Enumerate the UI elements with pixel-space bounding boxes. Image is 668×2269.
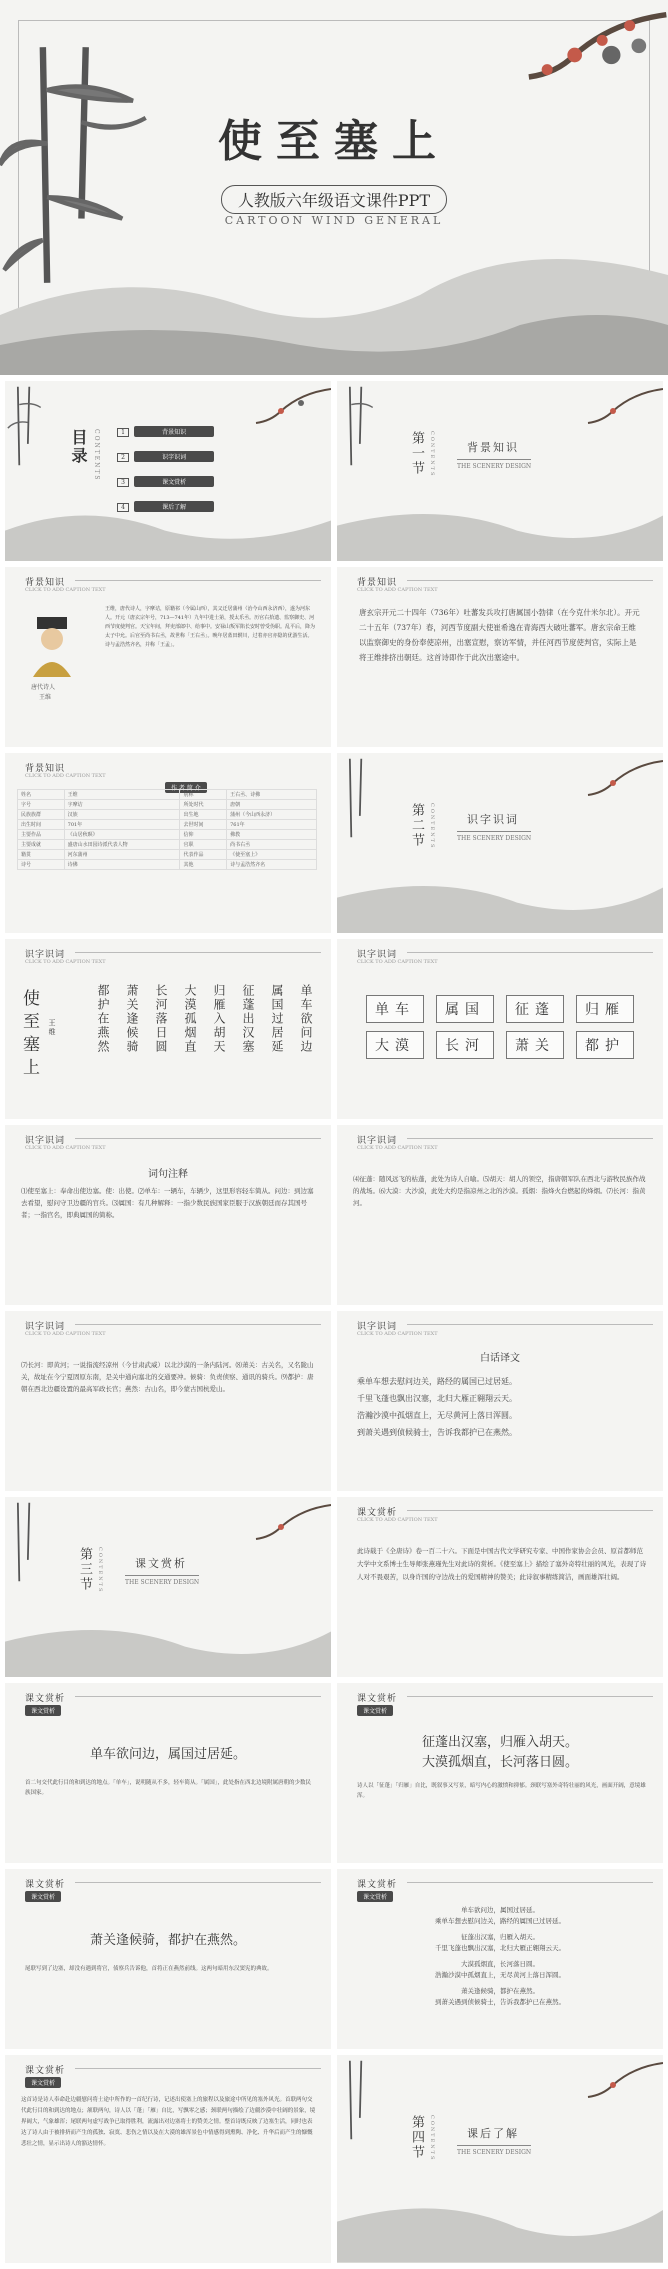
section-contents-label: CONTENTS	[97, 1547, 103, 1594]
portrait-name: 王维	[39, 694, 52, 701]
char-box: 归雁	[576, 995, 634, 1023]
bg1-text: 王维，唐代诗人，字摩诘，原籍祁（今属山西），其父迁居蒲州（治今山西永济西），遂为河东人。开元（唐玄宗年号，713—741年）九年中进士第，授太乐丞。历官右拾遗、监察御史、河西节度使判官。天宝年间，拜吏部郎中、给事中。安禄山叛军陷长安时曾受伪职。乱平后，降为太子中允。后官至尚书右丞，故世称「王右丞」。晚年居蓝田辋川，过着亦官亦隐的优游生活。诗与孟浩然齐名，并称「王孟」。	[105, 606, 316, 648]
cell: 诗号	[18, 860, 65, 870]
toc-label: 课文赏析	[134, 476, 214, 487]
section-tag-sub: CLICK TO ADD CAPTION TEXT	[25, 1145, 106, 1151]
char-grid	[343, 991, 657, 1063]
section-number: 第一节	[409, 431, 424, 476]
appr3-text: 诗人以「征蓬」「归雁」自比，既叙事又写景，暗写内心的激愤和抑郁。颈联写塞外奇特壮丽的风光，画面开阔，意境雄浑。	[357, 1783, 646, 1799]
cell: 其他	[180, 860, 227, 870]
cell: 官职	[180, 840, 227, 850]
notes2-slide	[337, 1125, 663, 1305]
toc-list	[117, 419, 247, 513]
divider	[407, 1324, 653, 1325]
section-tag-sub: CLICK TO ADD CAPTION TEXT	[357, 1145, 438, 1151]
appr4-slide	[5, 1869, 331, 2049]
cover-subtitle	[0, 185, 668, 214]
section-tag: 课文赏析	[25, 1880, 66, 1890]
section-pill: 课文赏析	[25, 1705, 61, 1716]
poem-line: 萧关逢候骑	[125, 984, 139, 1054]
plum-tree-icon	[583, 2055, 663, 2115]
toc-item[interactable]	[117, 419, 247, 438]
table-header-label: 作 者 简 介	[165, 782, 207, 793]
section-tag: 识字识词	[25, 1136, 66, 1146]
section-tag-pill	[25, 1891, 61, 1902]
section-number: 第四节	[409, 2115, 424, 2160]
toc-num: 2	[117, 453, 129, 462]
appr5-line: 到萧关遇到侦候骑士，告诉我都护已在燕然。	[435, 1998, 565, 2006]
translation-line: 千里飞蓬也飘出汉塞，北归大雁正翱翔云天。	[357, 1394, 517, 1403]
section-tag-sub: CLICK TO ADD CAPTION TEXT	[25, 773, 106, 779]
appr1-slide	[337, 1497, 663, 1677]
bamboo-icon	[5, 381, 55, 471]
appr5-slide	[337, 1869, 663, 2049]
cell: 去世时间	[180, 820, 227, 830]
bamboo-icon	[5, 1497, 55, 1587]
cell: 唐朝	[227, 800, 317, 810]
section-tag-pill	[357, 1891, 393, 1902]
cell: 王维	[64, 790, 180, 800]
divider	[407, 1882, 653, 1883]
section-name: 课后了解	[467, 2127, 519, 2140]
plum-tree-icon	[583, 381, 663, 441]
section-contents-label: CONTENTS	[429, 2115, 435, 2162]
divider	[407, 1510, 653, 1511]
section-contents-label: CONTENTS	[429, 803, 435, 850]
cell: 主要作品	[18, 830, 65, 840]
toc-item[interactable]	[117, 469, 247, 488]
notes3-slide	[5, 1311, 331, 1491]
section-contents-label: CONTENTS	[429, 431, 435, 478]
toc-num: 3	[117, 478, 129, 487]
appr5-line: 征蓬出汉塞，归雁入胡天。	[461, 1933, 539, 1941]
translation-line: 到萧关遇到侦候骑士，告诉我都护已在燕然。	[357, 1428, 517, 1437]
bg2-text: 唐玄宗开元二十四年（736年）吐蕃发兵攻打唐属国小勃律（在今克什米尔北）。开元二十五年（737年）春，河西节度副大使崔希逸在青海西大破吐蕃军。唐玄宗命王维以监察御史的身份奉使凉州，出塞宣慰，察访军情，并任河西节度使判官，实际上是将王维排挤出朝廷。这首诗即作于此次出塞途中。	[359, 608, 640, 662]
section-tag-sub: CLICK TO ADD CAPTION TEXT	[357, 1517, 438, 1523]
toc-num: 4	[117, 503, 129, 512]
section-tag: 识字识词	[357, 950, 398, 960]
bamboo-icon	[337, 753, 387, 843]
appr3-head-2: 大漠孤烟直，长河落日圆。	[421, 1755, 578, 1770]
char-box: 大漠	[366, 1031, 424, 1059]
appr5-line: 浩瀚沙漠中孤烟直上，无尽黄河上落日浑圆。	[435, 1971, 565, 1979]
toc-slide	[5, 381, 331, 561]
poem-line: 属国过居延	[270, 984, 284, 1054]
section-english: THE SCENERY DESIGN	[457, 459, 531, 470]
notes1-slide	[5, 1125, 331, 1305]
toc-label: 课后了解	[134, 501, 214, 512]
appr3-slide	[337, 1683, 663, 1863]
translation-lines	[357, 1373, 647, 1441]
divider	[407, 1696, 653, 1697]
cover-title: 使至塞上	[218, 116, 450, 167]
bg2-slide	[337, 567, 663, 747]
section-tag: 识字识词	[357, 1322, 398, 1332]
char-box: 征蓬	[506, 995, 564, 1023]
section-pill: 课文赏析	[25, 1891, 61, 1902]
section-pill: 课文赏析	[357, 1891, 393, 1902]
section-name: 背景知识	[467, 441, 519, 454]
section-tag-sub: CLICK TO ADD CAPTION TEXT	[25, 1331, 106, 1337]
section-tag-sub: CLICK TO ADD CAPTION TEXT	[25, 959, 106, 965]
divider	[75, 1696, 321, 1697]
table-row	[18, 830, 317, 840]
section-english: THE SCENERY DESIGN	[457, 831, 531, 842]
bg1-slide	[5, 567, 331, 747]
cell: 出生地	[180, 810, 227, 820]
notes1-text: ⑴使至塞上：奉命出使边塞。使：出使。⑵单车：一辆车，车辆少，这里形容轻车简从。问边：到边塞去看望，慰问守卫边疆的官兵。⑶属国：有几种解释：一指少数民族国家臣服于汉族朝廷而存其国号者；一指官名，即典属国的简称。	[21, 1187, 314, 1219]
section-tag: 课文赏析	[25, 2066, 66, 2076]
section-tag-pill	[25, 2077, 61, 2088]
table-row	[18, 850, 317, 860]
table-slide	[5, 753, 331, 933]
section-tag-pill	[25, 1705, 61, 1716]
poem-line: 归雁入胡天	[212, 984, 226, 1054]
toc-item[interactable]	[117, 494, 247, 513]
appr2-slide	[5, 1683, 331, 1863]
cell: 字摩诘	[64, 800, 180, 810]
divider	[75, 580, 321, 581]
char-box: 单车	[366, 995, 424, 1023]
section-tag-sub: CLICK TO ADD CAPTION TEXT	[357, 1331, 438, 1337]
table-row	[18, 790, 317, 800]
section-tag: 识字识词	[25, 950, 66, 960]
poem-columns	[80, 984, 315, 1054]
poem-line: 单车欲问边	[299, 984, 313, 1054]
plum-tree-icon	[518, 0, 668, 110]
appr2-text: 首二句交代此行目的和到达的地点。「单车」，说明随从不多，轻车简从。「属国」，此处指在西北边境附属唐朝的少数民族国家。	[25, 1780, 312, 1796]
cell: 所处时代	[180, 800, 227, 810]
section-tag: 课文赏析	[25, 1694, 66, 1704]
section-number: 第三节	[77, 1547, 92, 1592]
char-box: 萧关	[506, 1031, 564, 1059]
section3-slide	[5, 1497, 331, 1677]
appr1-text: 此诗载于《全唐诗》卷一百二十六。下面是中国古代文学研究专家、中国作家协会会员、原首都师范大学中文系博士生导师张燕瑾先生对此诗的赏析。《使至塞上》描绘了塞外奇特壮丽的风光，表现了诗人对不畏艰苦，以身许国的守边战士的爱国精神的赞美；此诗叙事精练简洁，画面雄浑壮阔。	[357, 1547, 647, 1581]
cell: 701年	[64, 820, 180, 830]
appr5-line: 乘单车想去慰问边关，路经的属国已过居延。	[435, 1917, 565, 1925]
section4-slide	[337, 2055, 663, 2263]
poem-line: 长河落日圆	[154, 984, 168, 1054]
chars-slide	[337, 939, 663, 1119]
poem-line: 征蓬出汉塞	[241, 984, 255, 1054]
cell: 信仰	[180, 830, 227, 840]
ink-mountain-icon	[337, 2169, 663, 2263]
section-tag-pill	[357, 1705, 393, 1716]
section1-slide	[337, 381, 663, 561]
appr4-text: 尾联写到了边塞，却没有遇到将官，侦察兵告诉他，首将正在燕然前线。这两句暗用东汉窦宪的典故。	[25, 1966, 273, 1972]
notes2-text: ⑷征蓬：随风远飞的枯蓬，此处为诗人自喻。⑸胡天：胡人的领空，指唐朝军队在西北与游牧民族作战的战场。⑹大漠：大沙漠，此处大约是指凉州之北的沙漠。孤烟：指烽火台燃起的烽烟。⑺长河：指黄河。	[353, 1175, 646, 1207]
char-box: 长河	[436, 1031, 494, 1059]
translation-slide	[337, 1311, 663, 1491]
cell: 尚书右丞	[227, 840, 317, 850]
section-pill: 课文赏析	[25, 2077, 61, 2088]
cell: 代表作品	[180, 850, 227, 860]
table-row	[18, 800, 317, 810]
section-number: 第二节	[409, 803, 424, 848]
plum-tree-icon	[251, 381, 331, 441]
cell: 盛唐山水田园诗派代表人物	[64, 840, 180, 850]
char-box: 属国	[436, 995, 494, 1023]
table-row	[18, 860, 317, 870]
toc-label: 背景知识	[134, 426, 214, 437]
bamboo-icon	[337, 381, 387, 471]
cell: 诗佛	[64, 860, 180, 870]
section-tag: 背景知识	[25, 578, 66, 588]
appr6-slide	[5, 2055, 331, 2263]
cell: 761年	[227, 820, 317, 830]
divider	[75, 2068, 321, 2069]
cover-subtitle-text: 人教版六年级语文课件PPT	[221, 185, 447, 214]
appr4-head: 萧关逢候骑，都护在燕然。	[89, 1933, 246, 1948]
section-tag: 识字识词	[357, 1136, 398, 1146]
toc-label: 识字识词	[134, 451, 214, 462]
section-tag-sub: CLICK TO ADD CAPTION TEXT	[25, 587, 106, 593]
divider	[75, 952, 321, 953]
section2-slide	[337, 753, 663, 933]
translation-title: 白话译文	[480, 1353, 520, 1364]
appr2-head: 单车欲问边，属国过居延。	[89, 1747, 246, 1762]
section-name: 识字识词	[467, 813, 519, 826]
divider	[407, 1138, 653, 1139]
translation-line: 乘单车想去慰问边关，路经的属国已过居延。	[357, 1377, 517, 1386]
appr5-lines	[337, 1905, 663, 2008]
cell: 《山居秋暝》	[64, 830, 180, 840]
toc-num: 1	[117, 428, 129, 437]
cell: 籍贯	[18, 850, 65, 860]
section-tag-sub: CLICK TO ADD CAPTION TEXT	[357, 587, 438, 593]
cell: 姓名	[18, 790, 65, 800]
divider	[75, 1882, 321, 1883]
section-tag: 识字识词	[25, 1322, 66, 1332]
poem-slide	[5, 939, 331, 1119]
table-row	[18, 820, 317, 830]
plum-tree-icon	[583, 753, 663, 813]
section-tag: 课文赏析	[357, 1880, 398, 1890]
poem-author: 王维	[48, 1019, 56, 1037]
divider	[407, 952, 653, 953]
cell: 汉族	[64, 810, 180, 820]
divider	[75, 1138, 321, 1139]
appr3-head-1: 征蓬出汉塞，归雁入胡天。	[421, 1735, 578, 1750]
ink-mountain-icon	[337, 852, 663, 933]
poem-title: 使至塞上	[19, 989, 39, 1081]
section-tag: 课文赏析	[357, 1694, 398, 1704]
appr5-line: 千里飞蓬也飘出汉塞，北归大雁正翱翔云天。	[435, 1944, 565, 1952]
section-english: THE SCENERY DESIGN	[125, 1575, 199, 1586]
appr5-line: 单车欲问边，属国过居延。	[461, 1906, 539, 1914]
toc-item[interactable]	[117, 444, 247, 463]
bamboo-icon	[337, 2055, 387, 2145]
cell: 诗与孟浩然齐名	[227, 860, 317, 870]
ink-mountain-icon	[0, 205, 668, 375]
section-tag: 课文赏析	[357, 1508, 398, 1518]
cover-english: CARTOON WIND GENERAL	[224, 214, 444, 227]
translation-line: 浩瀚沙漠中孤烟直上，无尽黄河上落日浑圆。	[357, 1411, 517, 1420]
cell: 别称	[180, 790, 227, 800]
section-name: 课文赏析	[135, 1557, 187, 1570]
cell: 河东蒲州	[64, 850, 180, 860]
portrait-icon	[27, 617, 77, 677]
divider	[75, 1324, 321, 1325]
cell: 出生时间	[18, 820, 65, 830]
toc-contents-label: CONTENTS	[93, 429, 100, 482]
plum-tree-icon	[251, 1497, 331, 1557]
table-row	[18, 840, 317, 850]
ink-mountain-icon	[337, 480, 663, 561]
notes-title: 词句注释	[148, 1169, 188, 1180]
cell: 主要成就	[18, 840, 65, 850]
cell: 字号	[18, 800, 65, 810]
poem-line: 都护在燕然	[96, 984, 110, 1054]
cell: 蒲州（今山西永济）	[227, 810, 317, 820]
section-english: THE SCENERY DESIGN	[457, 2145, 531, 2156]
cell: 民族族群	[18, 810, 65, 820]
char-box: 都护	[576, 1031, 634, 1059]
toc-title: 目录	[69, 429, 88, 465]
notes3-text: ⑺长河：即黄河；一说指流经凉州（今甘肃武威）以北沙漠的一条内陆河。⑻萧关：古关名，又名陇山关，故址在今宁夏固原东南，是关中通向塞北的交通要冲。候骑：负责侦察、通讯的骑兵。⑼都护：唐朝在西北边疆设置的最高军政长官；燕然：古山名，即今蒙古国杭爱山。	[21, 1361, 314, 1393]
cell: 王右丞、诗佛	[227, 790, 317, 800]
ink-mountain-icon	[5, 1596, 331, 1677]
table-row	[18, 810, 317, 820]
cover-slide	[0, 0, 668, 375]
author-table	[17, 789, 317, 870]
section-tag: 背景知识	[25, 764, 66, 774]
appr5-line: 大漠孤烟直，长河落日圆。	[461, 1960, 539, 1968]
section-pill: 课文赏析	[357, 1705, 393, 1716]
section-tag: 背景知识	[357, 578, 398, 588]
divider	[407, 580, 653, 581]
section-tag-sub: CLICK TO ADD CAPTION TEXT	[357, 959, 438, 965]
appr5-line: 萧关逢候骑，都护在燕然。	[461, 1987, 539, 1995]
appr6-text: 这首诗是诗人奉命赴边疆慰问将士途中所作的一首纪行诗，记述出使塞上的旅程以及旅途中所见的塞外风光。首联两句交代此行目的和到达的地点；颔联两句，诗人以「蓬」「雁」自比，写飘零之感；颈联两句描绘了边疆沙漠中壮阔的景象，境界阔大，气象雄浑；尾联两句虚写战争已取得胜利，流露出对边塞将士的赞美之情。整首诗既反映了边塞生活，同时也表达了诗人由于被排挤而产生的孤独、寂寞、悲伤之情以及在大漠的雄浑景色中情感得到熏陶、净化、升华后而产生的慷慨悲壮之情，显示出诗人的豁达情怀。	[21, 2097, 316, 2147]
portrait-caption: 唐代诗人	[31, 684, 56, 691]
poem-line: 大漠孤烟直	[183, 984, 197, 1054]
cell: 佛教	[227, 830, 317, 840]
cell: 《使至塞上》	[227, 850, 317, 860]
